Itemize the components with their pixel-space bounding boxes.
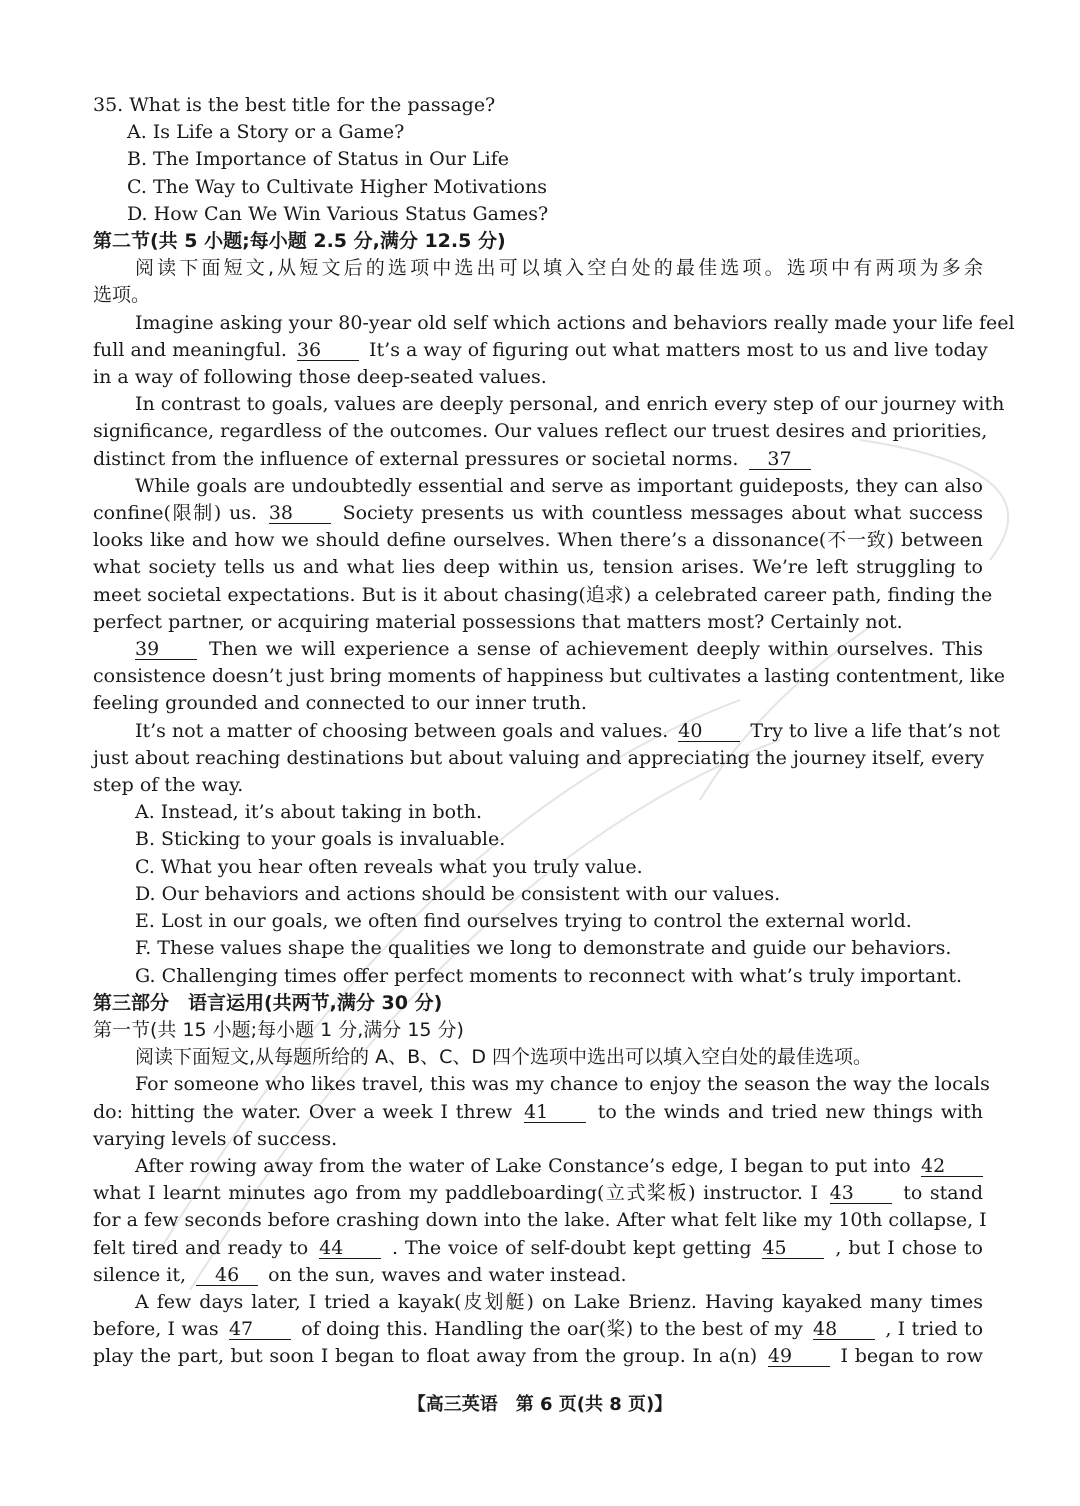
section2-option-e: E. Lost in our goals, we often find ourselves trying to control the external world. [135,910,912,933]
passage-line [93,636,983,663]
cloze-text: do: hitting the water. Over a week I threw [93,1100,513,1123]
passage-text: Try to live a life that’s not [750,719,1000,742]
cloze-line [93,1099,983,1126]
section2-option-b: B. Sticking to your goals is invaluable. [135,828,506,851]
passage-line: step of the way. [93,774,244,797]
q35-option-a: A. Is Life a Story or a Game? [127,121,405,144]
section2-option-c: C. What you hear often reveals what you truly value. [135,855,643,878]
blank-41: 41 [524,1102,586,1123]
cloze-line [93,1316,983,1343]
exam-page [93,92,1015,1371]
q35-stem: 35. What is the best title for the passage? [93,94,496,116]
passage-text: full and meaningful. [93,338,287,361]
passage-line: in a way of following those deep-seated values. [93,366,547,389]
blank-37: 37 [749,449,811,470]
cloze-text: , but I chose to [835,1236,983,1259]
cloze-text: before, I was [93,1318,219,1341]
passage-line [93,500,983,527]
part3-instruction: 阅读下面短文,从每题所给的 A、B、C、D 四个选项中选出可以填入空白处的最佳选项。 [135,1046,873,1069]
blank-40: 40 [678,721,740,742]
passage-text: It’s not a matter of choosing between goals and values. [135,719,669,742]
q35-option-b: B. The Importance of Status in Our Life [127,148,509,171]
passage-line: meet societal expectations. But is it about chasing(追求) a celebrated career path, finding the [93,583,993,606]
blank-48: 48 [813,1319,875,1340]
blank-36: 36 [297,340,359,361]
cloze-line [93,1153,983,1180]
cloze-text: I began to row [840,1345,984,1368]
passage-line: perfect partner, or acquiring material possessions that matters most? Certainly not. [93,610,903,633]
passage-line [93,337,988,364]
blank-46: 46 [196,1265,258,1286]
passage-line [93,718,1000,745]
blank-42: 42 [921,1156,983,1177]
cloze-text: on the sun, waves and water instead. [268,1263,627,1286]
cloze-line: varying levels of success. [93,1127,338,1150]
passage-line: feeling grounded and connected to our inner truth. [93,692,587,715]
passage-text: distinct from the influence of external pressures or societal norms. [93,447,739,470]
cloze-line [93,1235,983,1262]
section2-instruction-cont: 选项。 [93,284,151,307]
passage-line: significance, regardless of the outcomes. Our values reflect our truest desires and priorities, [93,420,988,443]
passage-text: confine(限制) us. [93,502,258,525]
blank-45: 45 [762,1238,824,1259]
blank-47: 47 [229,1319,291,1340]
section2-option-d: D. Our behaviors and actions should be consistent with our values. [135,882,781,905]
passage-line [93,446,983,473]
cloze-line: for a few seconds before crashing down into the lake. After what felt like my 10th collapse, I [93,1209,987,1232]
part3-sub-heading: 第一节(共 15 小题;每小题 1 分,满分 15 分) [93,1018,464,1041]
cloze-text: silence it, [93,1263,187,1286]
cloze-text: to the winds and tried new things with [597,1100,983,1123]
cloze-text: play the part, but soon I began to float away from the group. In a(n) [93,1345,758,1368]
cloze-text: what I learnt minutes ago from my paddleboarding(立式桨板) instructor. I [93,1182,819,1205]
blank-39: 39 [135,639,197,660]
section2-heading: 第二节(共 5 小题;每小题 2.5 分,满分 12.5 分) [93,230,506,253]
cloze-line [93,1343,983,1370]
section2-option-f: F. These values shape the qualities we long to demonstrate and guide our behaviors. [135,937,952,960]
q35-option-c: C. The Way to Cultivate Higher Motivations [127,175,547,198]
cloze-text: . The voice of self-doubt kept getting [392,1236,752,1259]
cloze-text: of doing this. Handling the oar(桨) to the best of my [301,1318,803,1341]
passage-line: just about reaching destinations but about valuing and appreciating the journey itself, every [93,746,985,769]
blank-44: 44 [319,1238,381,1259]
section2-option-a: A. Instead, it’s about taking in both. [135,801,482,824]
passage-text: Then we will experience a sense of achievement deeply within ourselves. This [209,638,983,661]
passage-line: Imagine asking your 80-year old self which actions and behaviors really made your life feel [135,311,1015,334]
q35-option-d: D. How Can We Win Various Status Games? [127,202,549,225]
part3-heading: 第三部分 语言运用(共两节,满分 30 分) [93,991,443,1014]
section2-option-g: G. Challenging times offer perfect moments to reconnect with what’s truly important. [135,964,963,987]
section2-instruction: 阅读下面短文,从短文后的选项中选出可以填入空白处的最佳选项。选项中有两项为多余 [135,257,983,280]
passage-text: It’s a way of figuring out what matters most to us and live today [369,338,988,361]
passage-line: what society tells us and what lies deep within us, tension arises. We’re left struggling to [93,556,983,579]
blank-38: 38 [269,503,331,524]
passage-line: While goals are undoubtedly essential and serve as important guideposts, they can also [135,474,983,497]
passage-line: In contrast to goals, values are deeply personal, and enrich every step of our journey with [135,393,1005,416]
cloze-text: to stand [903,1182,983,1205]
cloze-line [93,1180,983,1207]
blank-43: 43 [830,1183,892,1204]
cloze-text: After rowing away from the water of Lake Constance’s edge, I began to put into [135,1154,911,1177]
cloze-text: felt tired and ready to [93,1236,309,1259]
blank-49: 49 [768,1346,830,1367]
cloze-text: , I tried to [885,1318,984,1341]
passage-line: consistence doesn’t just bring moments of happiness but cultivates a lasting contentment, like [93,665,1006,688]
cloze-line: For someone who likes travel, this was my chance to enjoy the season the way the locals [135,1073,990,1096]
page-footer: 【高三英语 第 6 页(共 8 页)】 [407,1394,673,1415]
cloze-line: A few days later, I tried a kayak(皮划艇) on Lake Brienz. Having kayaked many times [135,1290,983,1313]
passage-text: Society presents us with countless messages about what success [342,502,983,525]
cloze-line [93,1262,983,1289]
passage-line: looks like and how we should define ourselves. When there’s a dissonance(不一致) between [93,529,983,552]
